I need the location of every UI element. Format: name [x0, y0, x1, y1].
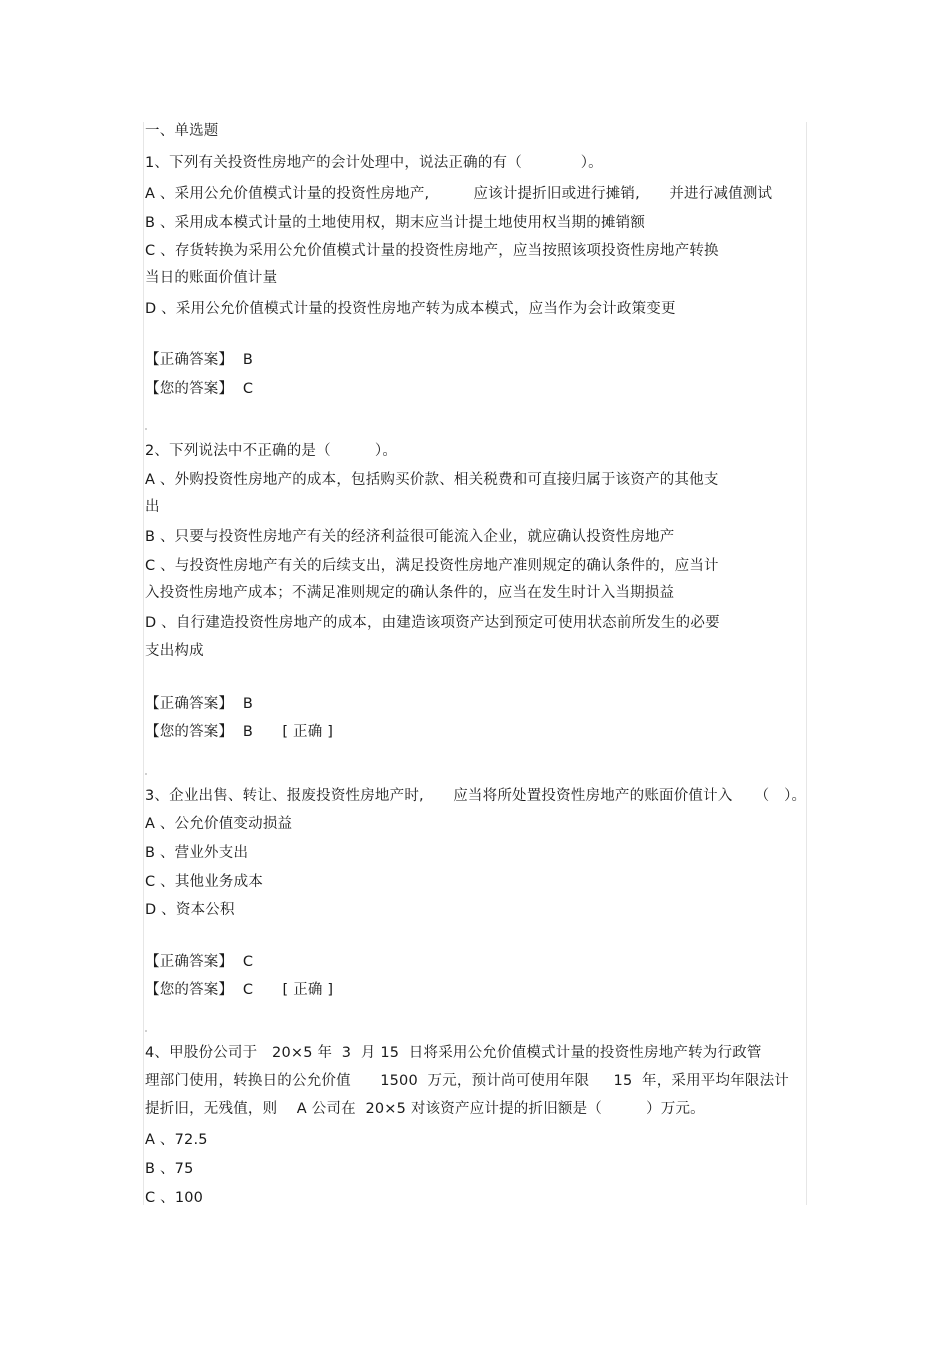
q4-option-c: C 、100 [145, 1190, 204, 1206]
q3-correct-answer: 【正确答案】 C [145, 954, 254, 970]
separator-dot [145, 428, 147, 430]
section-title: 一、单选题 [145, 123, 219, 139]
q1-option-c-line2: 当日的账面价值计量 [145, 270, 278, 286]
q4-option-a: A 、72.5 [145, 1132, 208, 1148]
q3-option-c: C 、其他业务成本 [145, 874, 264, 890]
q3-option-d: D 、资本公积 [145, 902, 235, 918]
q1-option-a: A 、采用公允价值模式计量的投资性房地产, 应该计提折旧或进行摊销, 并进行减值测试 [145, 186, 773, 202]
q1-option-c-line1: C 、存货转换为采用公允价值模式计量的投资性房地产，应当按照该项投资性房地产转换 [145, 243, 719, 259]
q4-stem-line3: 提折旧，无残值，则 A 公司在 20×5 对该资产应计提的折旧额是（ ）万元。 [145, 1101, 705, 1117]
q2-option-a-line2: 出 [145, 499, 160, 515]
q2-option-a-line1: A 、外购投资性房地产的成本，包括购买价款、相关税费和可直接归属于该资产的其他支 [145, 472, 719, 488]
q3-stem: 3、企业出售、转让、报废投资性房地产时, 应当将所处置投资性房地产的账面价值计入 （ ）。 [145, 788, 807, 804]
q1-your-answer: 【您的答案】 C [145, 381, 254, 397]
left-margin-rule [143, 122, 144, 1205]
q1-option-d: D 、采用公允价值模式计量的投资性房地产转为成本模式，应当作为会计政策变更 [145, 301, 676, 317]
q2-your-answer: 【您的答案】 B [ 正确 ] [145, 724, 334, 740]
separator-dot [145, 1030, 147, 1032]
q3-option-b: B 、营业外支出 [145, 845, 249, 861]
q3-option-a: A 、公允价值变动损益 [145, 816, 293, 832]
q2-option-c-line1: C 、与投资性房地产有关的后续支出，满足投资性房地产准则规定的确认条件的，应当计 [145, 558, 719, 574]
q2-option-c-line2: 入投资性房地产成本；不满足准则规定的确认条件的，应当在发生时计入当期损益 [145, 585, 675, 601]
q2-correct-answer: 【正确答案】 B [145, 696, 253, 712]
q1-option-b: B 、采用成本模式计量的土地使用权，期末应当计提土地使用权当期的摊销额 [145, 215, 646, 231]
q3-your-answer: 【您的答案】 C [ 正确 ] [145, 982, 334, 998]
q2-option-d-line2: 支出构成 [145, 643, 204, 659]
q2-option-b: B 、只要与投资性房地产有关的经济利益很可能流入企业，就应确认投资性房地产 [145, 529, 675, 545]
q1-stem: 1、下列有关投资性房地产的会计处理中，说法正确的有（ ）。 [145, 155, 603, 171]
q1-correct-answer: 【正确答案】 B [145, 352, 253, 368]
separator-dot [145, 773, 147, 775]
right-margin-rule [806, 122, 807, 1205]
q4-option-b: B 、75 [145, 1161, 194, 1177]
q2-stem: 2、下列说法中不正确的是（ ）。 [145, 443, 398, 459]
q4-stem-line2: 理部门使用，转换日的公允价值 1500 万元，预计尚可使用年限 15 年，采用平均年限法计 [145, 1073, 790, 1089]
q2-option-d-line1: D 、自行建造投资性房地产的成本，由建造该项资产达到预定可使用状态前所发生的必要 [145, 615, 720, 631]
q4-stem-line1: 4、甲股份公司于 20×5 年 3 月 15 日将采用公允价值模式计量的投资性房地产转为行政管 [145, 1045, 762, 1061]
